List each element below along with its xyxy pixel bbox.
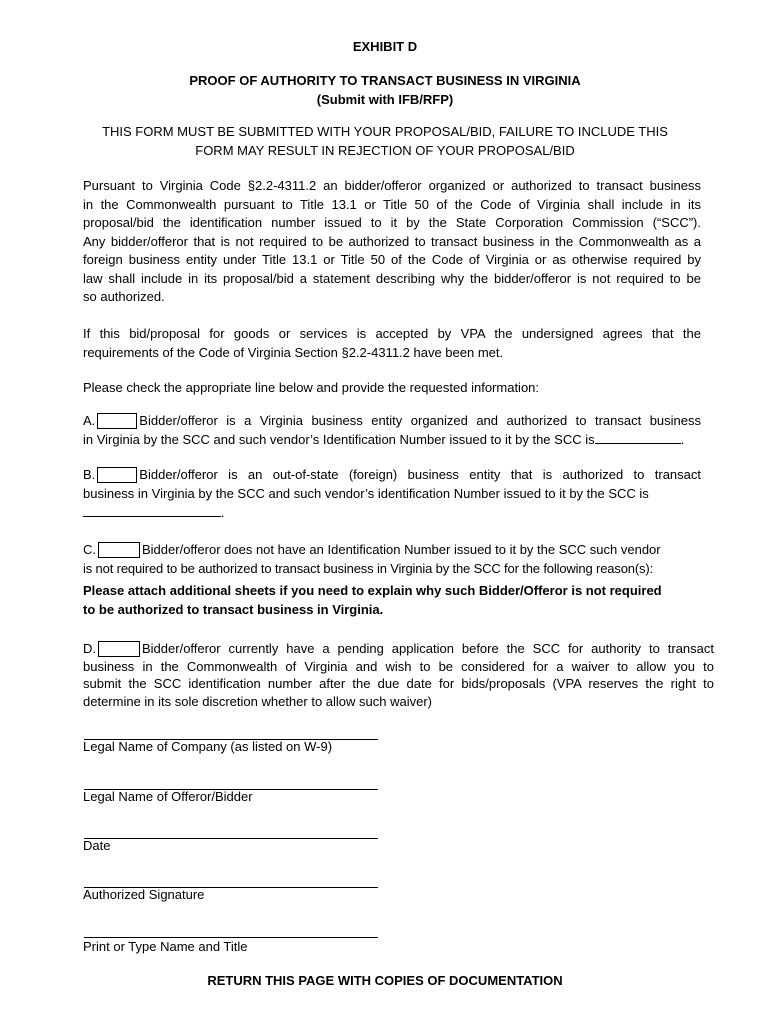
option-d-checkbox[interactable]: [98, 641, 140, 657]
print-name-label: Print or Type Name and Title: [83, 939, 248, 954]
paragraph-line: in the Commonwealth pursuant to Title 13.1 or Title 50 of the Code of Virginia shall include in its: [83, 196, 701, 212]
option-a-checkbox[interactable]: [97, 413, 137, 429]
option-a-letter: A.: [83, 413, 96, 428]
option-c-checkbox[interactable]: [98, 542, 140, 558]
option-a-period: .: [680, 431, 685, 447]
option-a-text-line-1: Bidder/offeror is a Virginia business entity organized and authorized to transact business: [139, 413, 701, 428]
option-d: [83, 640, 714, 710]
option-b-scc-number-field[interactable]: [83, 504, 221, 517]
paragraph-line: proposal/bid the identification number issued to it by the State Corporation Commission (“SCC”).: [83, 215, 701, 230]
option-d-text-line-2: business in the Commonwealth of Virginia and wish to be considered for a waiver to allow you to: [83, 658, 714, 674]
paragraph-code-requirement: [83, 177, 701, 307]
option-c: [83, 541, 701, 619]
paragraph-line: so authorized.: [83, 289, 165, 304]
option-b: [83, 466, 701, 523]
paragraph-line: If this bid/proposal for goods or services is accepted by VPA the undersigned agrees that the: [83, 326, 701, 341]
instruction-text: Please check the appropriate line below and provide the requested information:: [83, 380, 540, 395]
exhibit-label: EXHIBIT D: [352, 39, 418, 54]
paragraph-line: requirements of the Code of Virginia Section §2.2-4311.2 have been met.: [83, 344, 504, 360]
option-d-text-line-4: determine in its sole discretion whether to allow such waiver): [83, 693, 432, 709]
option-b-checkbox[interactable]: [97, 467, 137, 483]
paragraph-acceptance: [83, 325, 701, 362]
footer-instruction: RETURN THIS PAGE WITH COPIES OF DOCUMENTATION: [207, 973, 563, 988]
paragraph-line: foreign business entity under Title 13.1 or Title 50 of the Code of Virginia or as otherwise required by: [83, 252, 701, 267]
option-a: [83, 412, 701, 449]
warning-line-2: FORM MAY RESULT IN REJECTION OF YOUR PROPOSAL/BID: [195, 143, 575, 158]
option-d-letter: D.: [83, 641, 96, 656]
option-a-scc-number-field[interactable]: [595, 431, 681, 444]
form-title: PROOF OF AUTHORITY TO TRANSACT BUSINESS IN VIRGINIA: [189, 73, 581, 88]
option-c-note-line-1: Please attach additional sheets if you need to explain why such Bidder/Offeror is not required: [83, 583, 662, 598]
option-b-text-line-2: business in Virginia by the SCC and such vendor’s identification Number issued to it by the SCC is: [83, 485, 649, 501]
warning-line-1: THIS FORM MUST BE SUBMITTED WITH YOUR PROPOSAL/BID, FAILURE TO INCLUDE THIS: [102, 124, 668, 139]
option-c-text-line-1: Bidder/offeror does not have an Identification Number issued to it by the SCC such vendor: [142, 542, 661, 557]
print-name-line[interactable]: [84, 937, 378, 938]
option-b-letter: B.: [83, 467, 96, 482]
offeror-name-label: Legal Name of Offeror/Bidder: [83, 789, 253, 804]
option-c-note-line-2: to be authorized to transact business in Virginia.: [83, 601, 384, 617]
option-b-text-line-1: Bidder/offeror is an out-of-state (foreign) business entity that is authorized to transact: [139, 467, 701, 482]
company-name-label: Legal Name of Company (as listed on W-9): [83, 739, 333, 754]
signature-label: Authorized Signature: [83, 887, 205, 902]
option-c-text-line-2: is not required to be authorized to transact business in Virginia by the SCC for the following reason(s):: [83, 560, 654, 576]
option-d-text-line-1: Bidder/offeror currently have a pending application before the SCC for authority to transact: [142, 641, 714, 656]
paragraph-line: Pursuant to Virginia Code §2.2-4311.2 an bidder/offeror organized or authorized to transact business: [83, 178, 701, 193]
date-line[interactable]: [84, 838, 378, 839]
option-d-text-line-3: submit the SCC identification number after the due date for bids/proposals (VPA reserves the right to: [83, 676, 714, 691]
option-b-period: .: [221, 505, 225, 520]
option-a-text-line-2: in Virginia by the SCC and such vendor’s Identification Number issued to it by the SCC is: [83, 431, 595, 447]
option-c-letter: C.: [83, 542, 96, 557]
paragraph-line: law shall include in its proposal/bid a statement describing why the bidder/offeror is not required to be: [83, 270, 701, 286]
date-label: Date: [83, 838, 111, 853]
paragraph-line: Any bidder/offeror that is not required to be authorized to transact business in the Commonwealth as a: [83, 233, 701, 249]
form-subtitle: (Submit with IFB/RFP): [316, 92, 454, 107]
